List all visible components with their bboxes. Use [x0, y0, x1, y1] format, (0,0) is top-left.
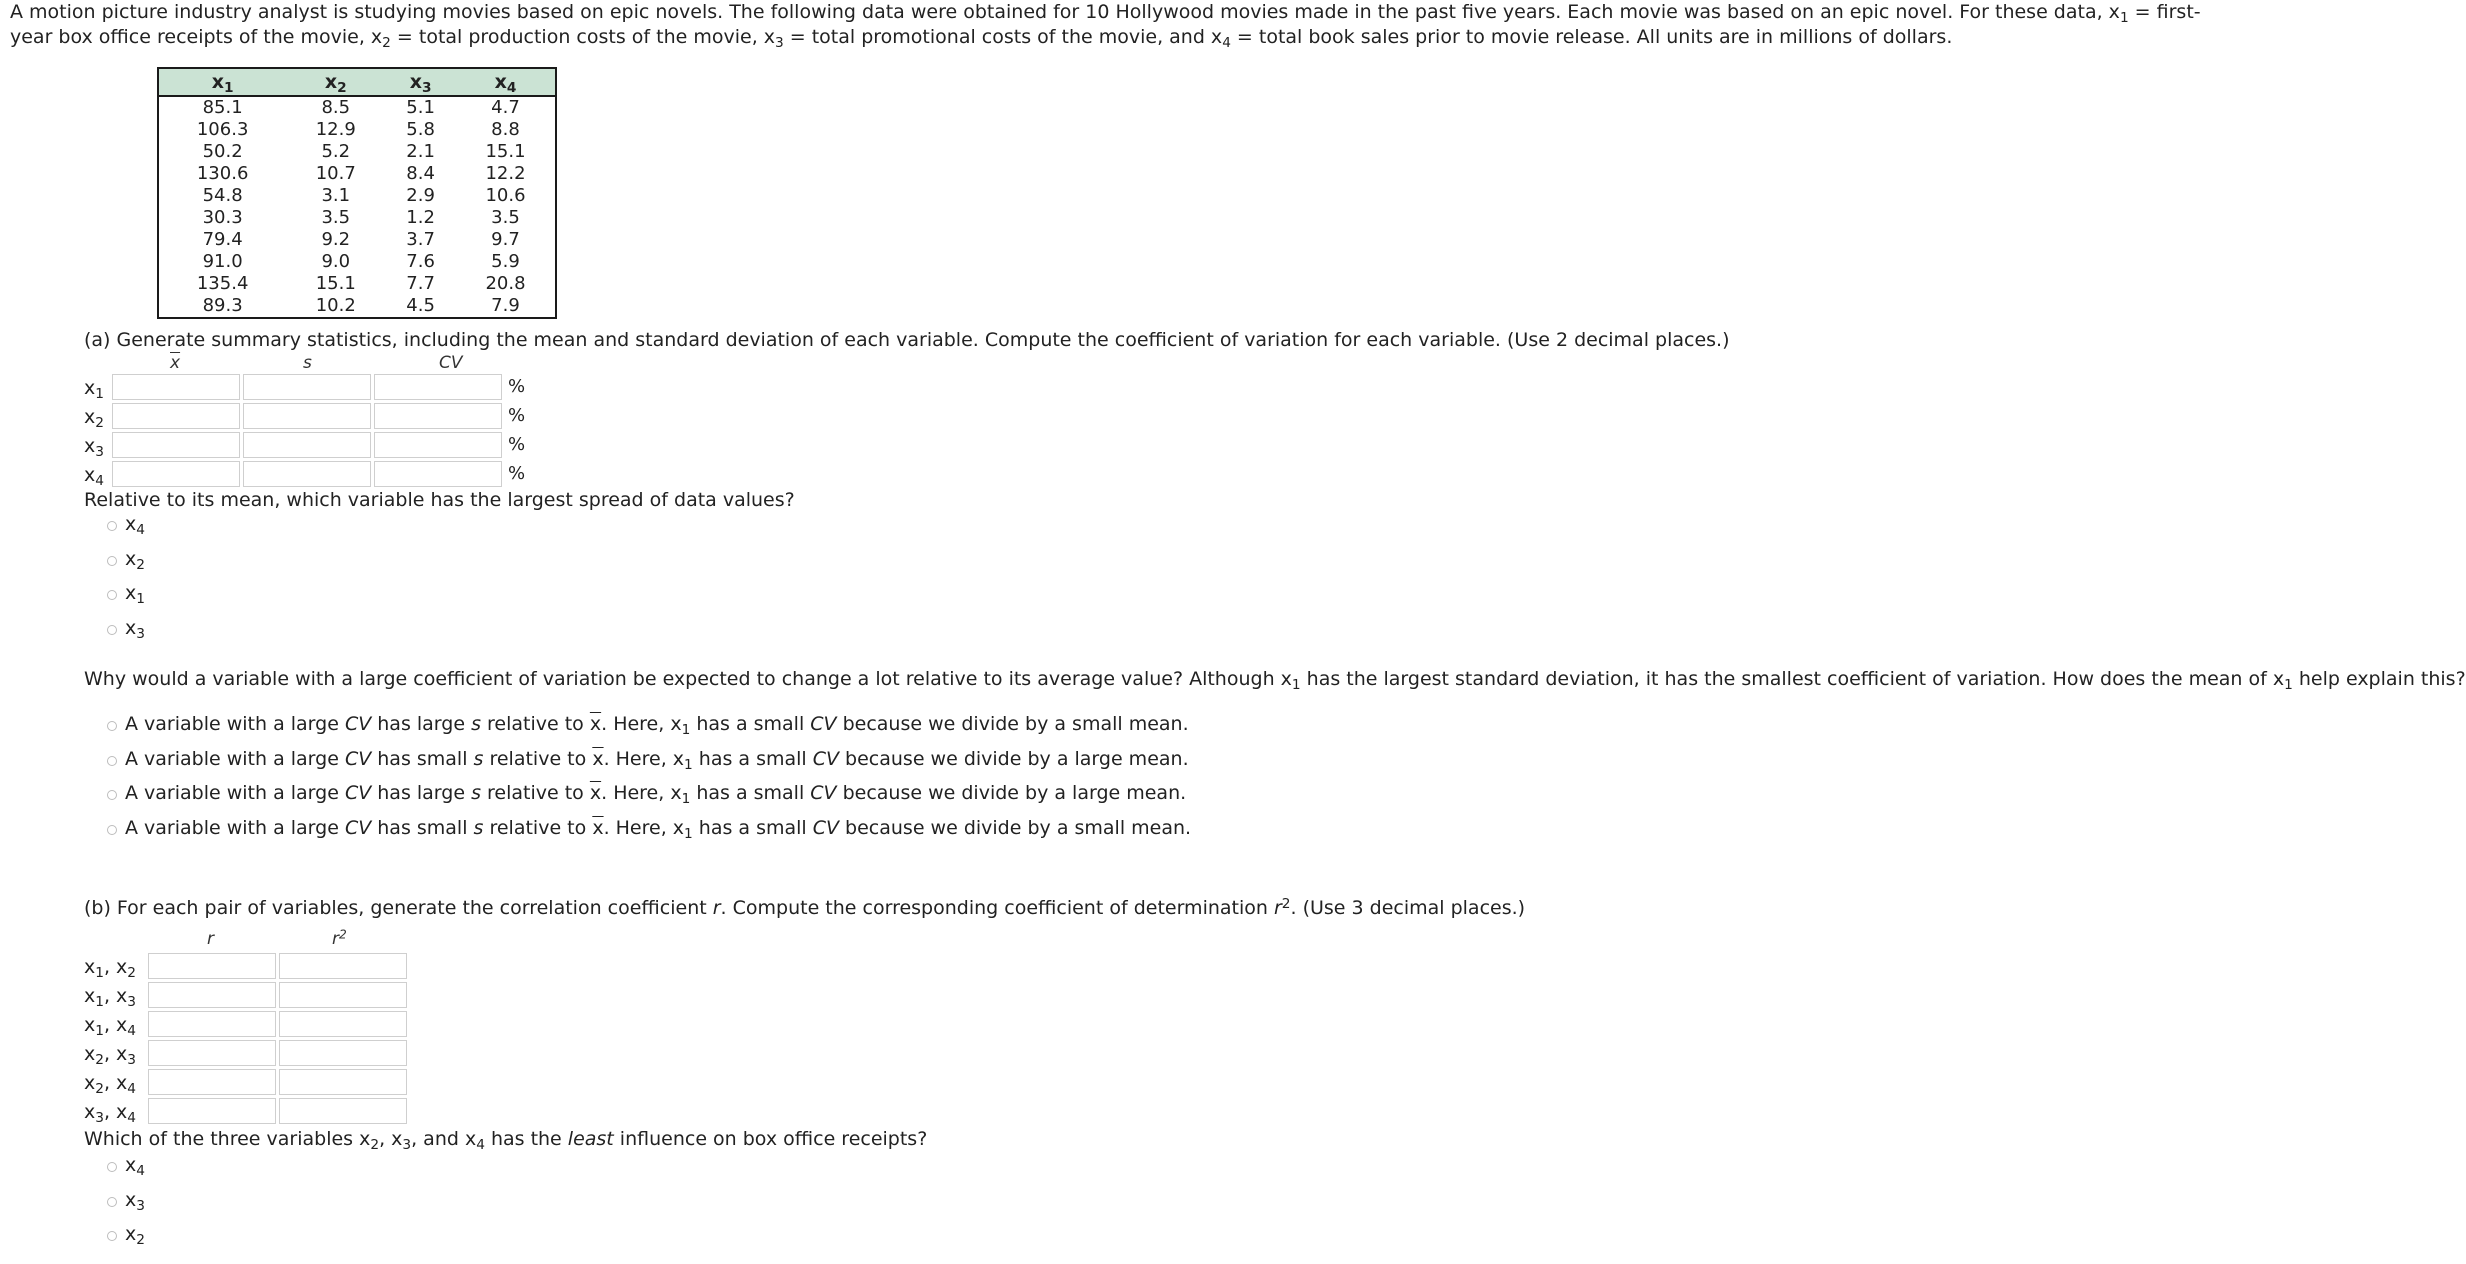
- table-cell: 30.3: [202, 207, 243, 228]
- r-input-x3-x4[interactable]: [148, 1098, 276, 1124]
- pair-label-x3-x4: $x_3$, $x_4$: [84, 1101, 136, 1126]
- spread-question: Relative to its mean, which variable has the largest spread of data values?: [84, 489, 795, 511]
- row-label-x4: $x_4$: [84, 464, 104, 489]
- table-row: [159, 207, 555, 229]
- table-row: [159, 96, 555, 119]
- least-influence-question: Which of the three variables $x_2$, $x_3$, and $x_4$ has the least influence on box office receipts?: [84, 1128, 928, 1153]
- table-row: [159, 141, 555, 163]
- percent-sign: %: [508, 434, 526, 455]
- table-row: [159, 251, 555, 273]
- table-cell: 5.2: [321, 141, 351, 162]
- least-influence-option-2-radio[interactable]: [107, 1197, 117, 1207]
- row-label-x3: $x_3$: [84, 435, 104, 460]
- table-cell: 5.1: [406, 97, 435, 118]
- explanation-option-2-radio[interactable]: [107, 756, 117, 766]
- explanation-option-4-radio[interactable]: [107, 825, 117, 835]
- r2-input-x1-x4[interactable]: [279, 1011, 407, 1037]
- r-input-x1-x4[interactable]: [148, 1011, 276, 1037]
- table-cell: 5.9: [491, 251, 520, 272]
- table-cell: 7.7: [406, 273, 435, 294]
- spread-option-1-radio[interactable]: [107, 521, 117, 531]
- table-cell: 79.4: [202, 229, 243, 250]
- table-cell: 106.3: [196, 119, 249, 140]
- table-header: $x_3$: [385, 69, 456, 96]
- table-cell: 7.6: [406, 251, 435, 272]
- table-cell: 3.7: [406, 229, 435, 250]
- pair-label-x1-x3: $x_1$, $x_3$: [84, 985, 136, 1010]
- table-cell: 8.5: [321, 97, 351, 118]
- table-cell: 2.9: [406, 185, 435, 206]
- table-cell: 10.2: [315, 295, 356, 316]
- movie-data-table: [157, 67, 557, 319]
- table-cell: 3.5: [491, 207, 520, 228]
- table-cell: 9.2: [321, 229, 351, 250]
- r-input-x1-x3[interactable]: [148, 982, 276, 1008]
- table-cell: 15.1: [315, 273, 356, 294]
- r2-input-x2-x3[interactable]: [279, 1040, 407, 1066]
- sd-input-x1[interactable]: [243, 374, 371, 400]
- cv-input-x3[interactable]: [374, 432, 502, 458]
- table-cell: 54.8: [202, 185, 243, 206]
- table-cell: 7.9: [491, 295, 520, 316]
- r-input-x1-x2[interactable]: [148, 953, 276, 979]
- spread-option-3-radio[interactable]: [107, 590, 117, 600]
- table-cell: 4.5: [406, 295, 435, 316]
- least-influence-option-1-radio[interactable]: [107, 1162, 117, 1172]
- percent-sign: %: [508, 405, 526, 426]
- col-header-r: r: [207, 929, 214, 949]
- table-header: $x_1$: [159, 69, 286, 96]
- cv-input-x1[interactable]: [374, 374, 502, 400]
- cv-input-x4[interactable]: [374, 461, 502, 487]
- table-cell: 135.4: [196, 273, 249, 294]
- row-label-x2: $x_2$: [84, 406, 104, 431]
- spread-option-2-label[interactable]: $x_2$: [125, 548, 145, 573]
- explanation-option-2-label[interactable]: A variable with a large CV has small s relative to $\overline{x}$. Here, $x_1$ has a small CV because we divide by a large mean.: [125, 748, 1189, 773]
- r2-input-x1-x2[interactable]: [279, 953, 407, 979]
- sd-input-x3[interactable]: [243, 432, 371, 458]
- least-influence-option-1-label[interactable]: $x_4$: [125, 1154, 145, 1179]
- col-header-sd: s: [303, 353, 312, 373]
- table-cell: 4.7: [491, 97, 520, 118]
- spread-option-1-label[interactable]: $x_4$: [125, 513, 145, 538]
- col-header-mean: $\overline{x}$: [170, 353, 181, 373]
- table-row: [159, 185, 555, 207]
- r-input-x2-x3[interactable]: [148, 1040, 276, 1066]
- mean-input-x2[interactable]: [112, 403, 240, 429]
- table-row: [159, 295, 555, 317]
- table-cell: 50.2: [202, 141, 243, 162]
- spread-option-2-radio[interactable]: [107, 556, 117, 566]
- spread-option-4-radio[interactable]: [107, 625, 117, 635]
- r2-input-x3-x4[interactable]: [279, 1098, 407, 1124]
- r2-input-x2-x4[interactable]: [279, 1069, 407, 1095]
- col-header-cv: CV: [439, 353, 463, 373]
- sd-input-x4[interactable]: [243, 461, 371, 487]
- mean-input-x3[interactable]: [112, 432, 240, 458]
- spread-option-3-label[interactable]: $x_1$: [125, 582, 145, 607]
- spread-option-4-label[interactable]: $x_3$: [125, 617, 145, 642]
- explanation-option-1-radio[interactable]: [107, 721, 117, 731]
- table-header: $x_4$: [456, 69, 555, 96]
- table-cell: 3.1: [321, 185, 351, 206]
- table-cell: 15.1: [485, 141, 526, 162]
- table-cell: 9.0: [321, 251, 351, 272]
- problem-intro: A motion picture industry analyst is studying movies based on epic novels. The following data were obtained for 10 Hollywood movies made in the past five years. Each movie was based on an epic novel. For these data, $x_1$ = first-year box office receipts of the movie, $x_2$ = total production costs of the movie, $x_3$ = total promotional costs of the movie, and $x_4$ = total book sales prior to movie release. All units are in millions of dollars.: [10, 1, 2201, 51]
- table-row: [159, 163, 555, 185]
- table-cell: 20.8: [485, 273, 526, 294]
- table-row: [159, 273, 555, 295]
- explanation-option-3-radio[interactable]: [107, 790, 117, 800]
- percent-sign: %: [508, 376, 526, 397]
- explanation-option-4-label[interactable]: A variable with a large CV has small s relative to $\overline{x}$. Here, $x_1$ has a small CV because we divide by a small mean.: [125, 817, 1192, 842]
- pair-label-x2-x3: $x_2$, $x_3$: [84, 1043, 136, 1068]
- mean-input-x1[interactable]: [112, 374, 240, 400]
- r-input-x2-x4[interactable]: [148, 1069, 276, 1095]
- table-cell: 8.8: [491, 119, 520, 140]
- table-cell: 10.7: [315, 163, 356, 184]
- table-cell: 5.8: [406, 119, 435, 140]
- table-cell: 8.4: [406, 163, 435, 184]
- least-influence-option-2-label[interactable]: $x_3$: [125, 1189, 145, 1214]
- table-cell: 89.3: [202, 295, 243, 316]
- table-row: [159, 119, 555, 141]
- table-header: $x_2$: [286, 69, 385, 96]
- col-header-r2: $r^2$: [332, 927, 347, 949]
- table-cell: 3.5: [321, 207, 351, 228]
- table-cell: 10.6: [485, 185, 526, 206]
- table-cell: 91.0: [202, 251, 243, 272]
- least-influence-option-3-label[interactable]: $x_2$: [125, 1223, 145, 1248]
- pair-label-x2-x4: $x_2$, $x_4$: [84, 1072, 136, 1097]
- why-question: Why would a variable with a large coefficient of variation be expected to change a lot relative to its average value? Although $x_1$ has the largest standard deviation, it has the smallest coefficient of variation. How does the mean of $x_1$ help explain this?: [84, 668, 2466, 693]
- table-cell: 130.6: [196, 163, 249, 184]
- table-cell: 1.2: [406, 207, 435, 228]
- explanation-option-1-label[interactable]: A variable with a large CV has large s relative to $\overline{x}$. Here, $x_1$ has a small CV because we divide by a small mean.: [125, 713, 1189, 738]
- table-row: [159, 229, 555, 251]
- row-label-x1: $x_1$: [84, 377, 104, 402]
- pair-label-x1-x4: $x_1$, $x_4$: [84, 1014, 136, 1039]
- part-a-question: (a) Generate summary statistics, including the mean and standard deviation of each variable. Compute the coefficient of variation for each variable. (Use 2 decimal places.): [84, 329, 1730, 351]
- table-cell: 12.9: [315, 119, 356, 140]
- table-cell: 12.2: [485, 163, 526, 184]
- table-header-row: [159, 69, 555, 96]
- cv-input-x2[interactable]: [374, 403, 502, 429]
- r2-input-x1-x3[interactable]: [279, 982, 407, 1008]
- pair-label-x1-x2: $x_1$, $x_2$: [84, 956, 136, 981]
- table-cell: 85.1: [202, 97, 243, 118]
- explanation-option-3-label[interactable]: A variable with a large CV has large s relative to $\overline{x}$. Here, $x_1$ has a small CV because we divide by a large mean.: [125, 782, 1187, 807]
- least-influence-option-3-radio[interactable]: [107, 1231, 117, 1241]
- sd-input-x2[interactable]: [243, 403, 371, 429]
- table-cell: 2.1: [406, 141, 435, 162]
- mean-input-x4[interactable]: [112, 461, 240, 487]
- part-b-question: (b) For each pair of variables, generate the correlation coefficient r. Compute the corresponding coefficient of determination $r^2$. (Use 3 decimal places.): [84, 895, 1526, 919]
- table-cell: 9.7: [491, 229, 520, 250]
- percent-sign: %: [508, 463, 526, 484]
